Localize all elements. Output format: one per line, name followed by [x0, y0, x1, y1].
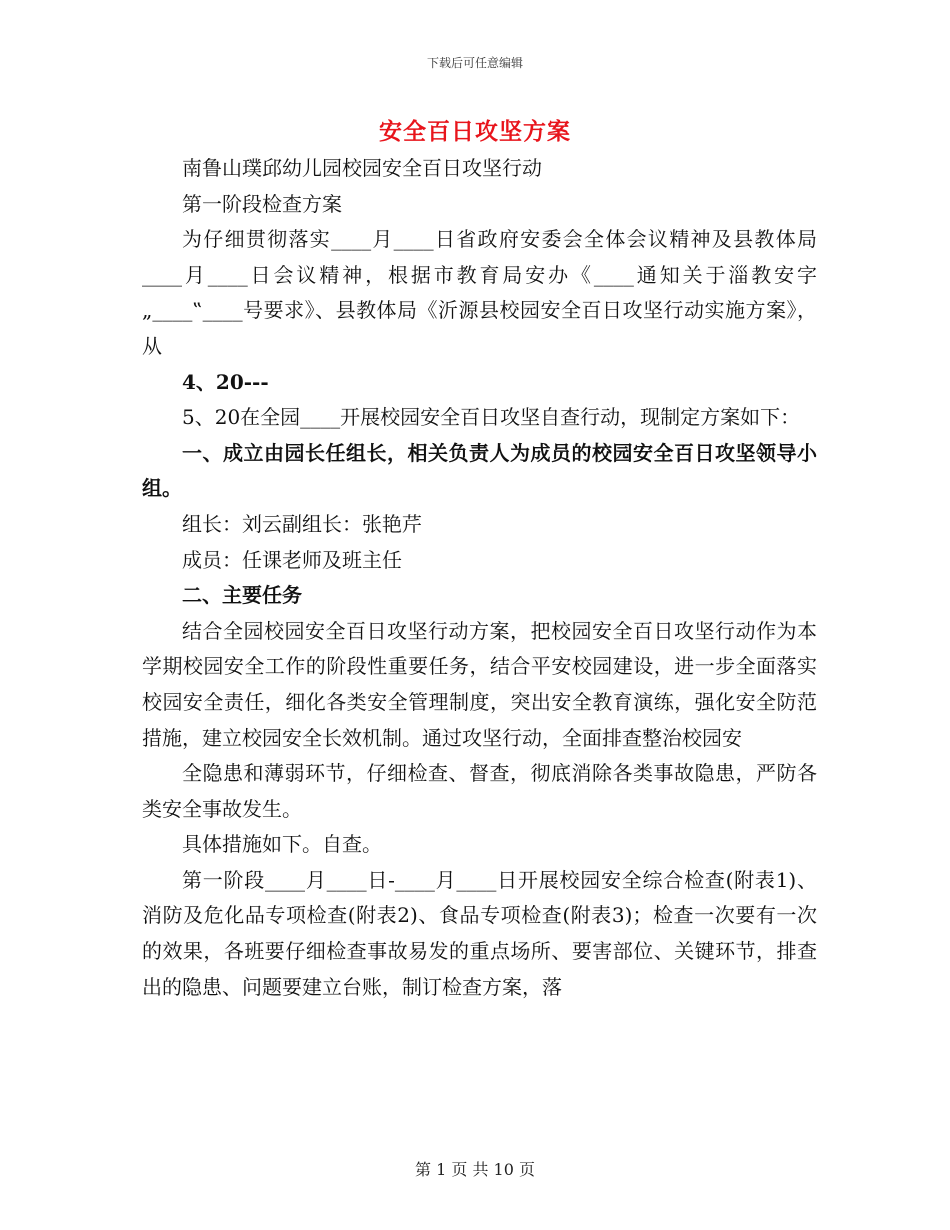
- paragraph-date-end: 5、20在全园____开展校园安全百日攻坚自查行动，现制定方案如下：: [182, 405, 801, 430]
- paragraph-date-start: 4、20---: [182, 369, 269, 394]
- paragraph-phase-one: 第一阶段____月____日-____月____日开展校园安全综合检查(附表1)、消防及危化品专项检查(附表2)、食品专项检查(附表3)；检查一次要有一次的效果，各班要仔细检查事故易发的重点场所、要害部位、关键环节，排查出的隐患、问题要建立台账，制订检查方案，落: [142, 867, 817, 999]
- paragraph-school-name: 南鲁山璞邱幼儿园校园安全百日攻坚行动: [182, 156, 542, 180]
- paragraph-intro: 为仔细贯彻落实____月____日省政府安委会全体会议精神及县教体局____月____日会议精神，根据市教育局安办《____通知关于淄教安字„____‟____号要求》、县教体局《沂源县校园安全百日攻坚行动实施方案》，从: [142, 227, 817, 358]
- paragraph-main-tasks: 结合全园校园安全百日攻坚行动方案，把校园安全百日攻坚行动作为本学期校园安全工作的阶段性重要任务，结合平安校园建设，进一步全面落实校园安全责任，细化各类安全管理制度，突出安全教育演练，强化安全防范措施，建立校园安全长效机制。通过攻坚行动，全面排查整治校园安: [142, 618, 817, 750]
- section-heading-two: 二、主要任务: [182, 583, 302, 608]
- page-number: 第 1 页 共 10 页: [415, 1160, 535, 1179]
- document-body: [142, 151, 817, 1005]
- paragraph-leaders: 组长：刘云副组长：张艳芹: [182, 511, 422, 536]
- paragraph-members: 成员：任课老师及班主任: [182, 547, 402, 572]
- paragraph-plan-subtitle: 第一阶段检查方案: [182, 191, 342, 216]
- section-heading-one: 一、成立由园长任组长，相关负责人为成员的校园安全百日攻坚领导小组。: [142, 440, 817, 501]
- header-note: 下载后可任意编辑: [426, 56, 523, 70]
- document-title: 安全百日攻坚方案: [379, 118, 571, 145]
- paragraph-hazards: 全隐患和薄弱环节，仔细检查、督查，彻底消除各类事故隐患，严防各类安全事故发生。: [142, 761, 817, 821]
- paragraph-measures: 具体措施如下。自查。: [182, 832, 382, 857]
